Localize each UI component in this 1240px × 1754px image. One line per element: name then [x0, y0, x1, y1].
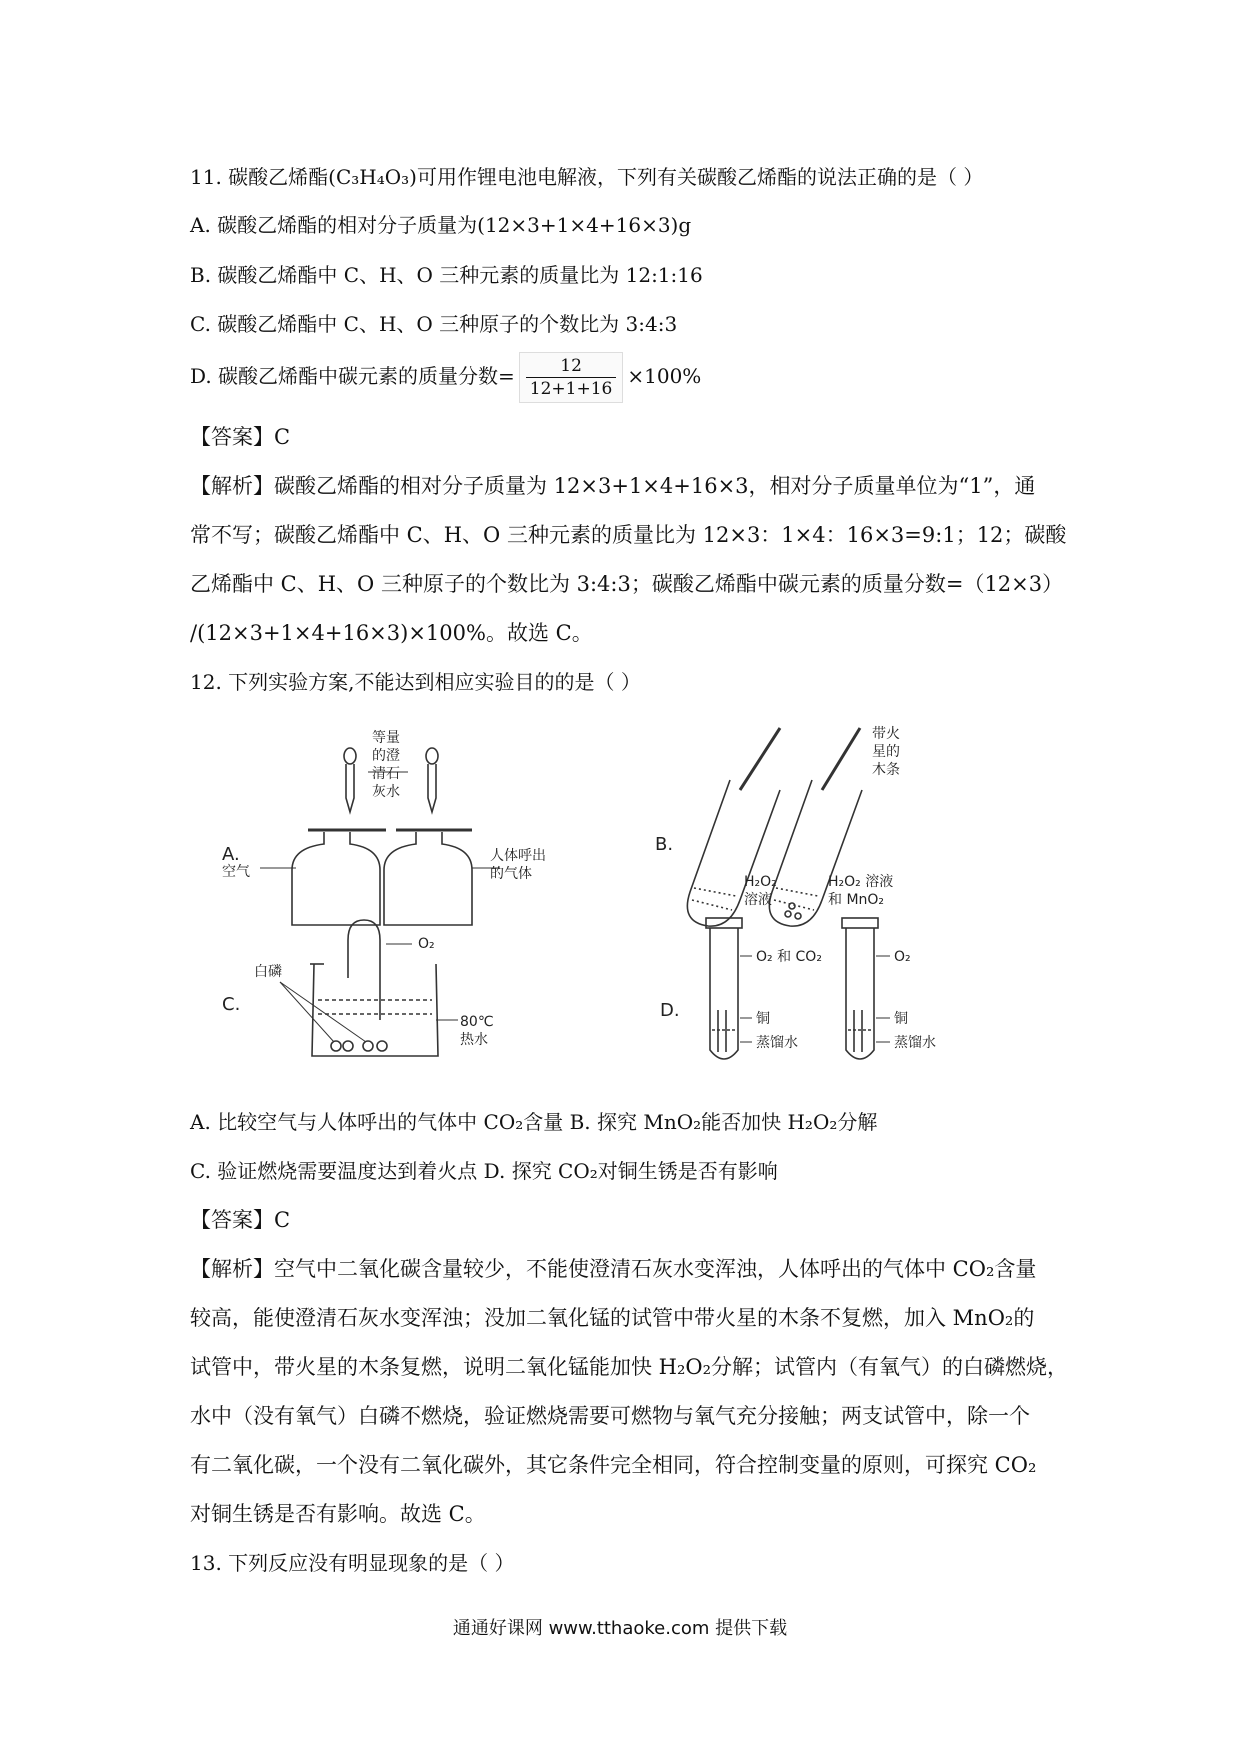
fig-d-apparatus — [706, 918, 890, 1059]
fraction-numerator: 12 — [526, 355, 617, 378]
fig-d-right-copper-label: 铜 — [894, 1011, 908, 1027]
q11-analysis-line-2: 常不写；碳酸乙烯酯中 C、H、O 三种元素的质量比为 12×3：1×4：16×3=9:1；12；碳酸 — [190, 523, 1067, 547]
fig-b-splint-label-3: 木条 — [872, 762, 900, 778]
fig-a-dropper-label-3: 清石 — [372, 766, 400, 782]
q11-analysis-line-3: 乙烯酯中 C、H、O 三种原子的个数比为 3:4:3；碳酸乙烯酯中碳元素的质量分数=（12×3） — [190, 572, 1064, 596]
q11-stem: 11. 碳酸乙烯酯(C₃H₄O₃)可用作锂电池电解液，下列有关碳酸乙烯酯的说法正确的是（ ） — [190, 165, 984, 189]
q13-stem: 13. 下列反应没有明显现象的是（ ） — [190, 1551, 515, 1575]
q11-option-d-prefix: D. 碳酸乙烯酯中碳元素的质量分数= — [190, 364, 515, 388]
q11-analysis-line-4: /(12×3+1×4+16×3)×100%。故选 C。 — [190, 621, 593, 645]
q12-analysis-line-5: 有二氧化碳，一个没有二氧化碳外，其它条件完全相同，符合控制变量的原则，可探究 CO₂ — [190, 1453, 1037, 1477]
q11-option-b: B. 碳酸乙烯酯中 C、H、O 三种元素的质量比为 12:1:16 — [190, 263, 703, 287]
q11-answer: 【答案】C — [190, 425, 291, 449]
q11-option-d-suffix: ×100% — [627, 364, 702, 388]
q12-answer: 【答案】C — [190, 1208, 291, 1232]
fig-d-left-gas-label: O₂ 和 CO₂ — [756, 949, 822, 965]
fig-c-phosphorus-label: 白磷 — [254, 964, 282, 980]
q12-stem: 12. 下列实验方案,不能达到相应实验目的的是（ ） — [190, 670, 641, 694]
fig-d-right-water-label: 蒸馏水 — [894, 1035, 936, 1051]
fig-b-left-label-1: H₂O₂ — [744, 874, 777, 890]
q11-option-a: A. 碳酸乙烯酯的相对分子质量为(12×3+1×4+16×3)g — [190, 213, 692, 237]
q12-analysis-line-4: 水中（没有氧气）白磷不燃烧，验证燃烧需要可燃物与氧气充分接触；两支试管中，除一个 — [190, 1404, 1030, 1428]
fig-b-right-label-1: H₂O₂ 溶液 — [828, 874, 894, 890]
q12-analysis-line-2: 较高，能使澄清石灰水变浑浊；没加二氧化锰的试管中带火星的木条不复燃，加入 MnO₂的 — [190, 1306, 1035, 1330]
fig-d-left-copper-label: 铜 — [756, 1011, 770, 1027]
q12-analysis-line-3: 试管中，带火星的木条复燃，说明二氧化锰能加快 H₂O₂分解；试管内（有氧气）的白磷燃烧， — [190, 1355, 1069, 1379]
q12-options-ab: A. 比较空气与人体呼出的气体中 CO₂含量 B. 探究 MnO₂能否加快 H₂O₂分解 — [190, 1110, 878, 1134]
fig-c-temp-label-2: 热水 — [460, 1032, 488, 1048]
fraction-denominator: 12+1+16 — [529, 379, 613, 399]
q11-option-d — [190, 352, 701, 403]
fig-b-right-label-2: 和 MnO₂ — [828, 892, 885, 908]
fig-a-air-label: 空气 — [222, 864, 250, 880]
fig-b-left-label-2: 溶液 — [744, 892, 772, 908]
fig-a-dropper-label-2: 的澄 — [372, 748, 400, 764]
fig-d-left-water-label: 蒸馏水 — [756, 1035, 798, 1051]
q12-options-cd: C. 验证燃烧需要温度达到着火点 D. 探究 CO₂对铜生锈是否有影响 — [190, 1159, 778, 1183]
q12-analysis-line-6: 对铜生锈是否有影响。故选 C。 — [190, 1502, 486, 1526]
experiment-diagrams — [200, 720, 980, 1080]
page-footer: 通通好课网 www.tthaoke.com 提供下载 — [452, 1618, 788, 1639]
fig-c-temp-label-1: 80℃ — [460, 1014, 494, 1030]
fig-b-letter: B. — [655, 834, 674, 855]
fig-d-right-gas-label: O₂ — [894, 949, 911, 965]
fig-b-splint-label-2: 星的 — [872, 744, 900, 760]
fig-b-splint-label-1: 带火 — [872, 726, 900, 742]
mass-fraction-formula — [519, 352, 624, 403]
fig-a-dropper-label-1: 等量 — [372, 730, 400, 746]
fig-c-o2-label: O₂ — [418, 936, 435, 952]
q12-analysis-line-1: 【解析】空气中二氧化碳含量较少，不能使澄清石灰水变浑浊，人体呼出的气体中 CO₂含量 — [190, 1257, 1037, 1281]
fig-c-letter: C. — [222, 994, 241, 1015]
fig-d-letter: D. — [660, 1000, 680, 1021]
fig-a-exhaled-label-1: 人体呼出 — [490, 848, 546, 864]
fig-a-exhaled-label-2: 的气体 — [490, 866, 532, 882]
fig-a-letter: A. — [222, 844, 240, 865]
q11-option-c: C. 碳酸乙烯酯中 C、H、O 三种原子的个数比为 3:4:3 — [190, 312, 678, 336]
fig-a-dropper-label-4: 灰水 — [372, 784, 400, 800]
q11-analysis-line-1: 【解析】碳酸乙烯酯的相对分子质量为 12×3+1×4+16×3，相对分子质量单位为“1”，通 — [190, 474, 1036, 498]
